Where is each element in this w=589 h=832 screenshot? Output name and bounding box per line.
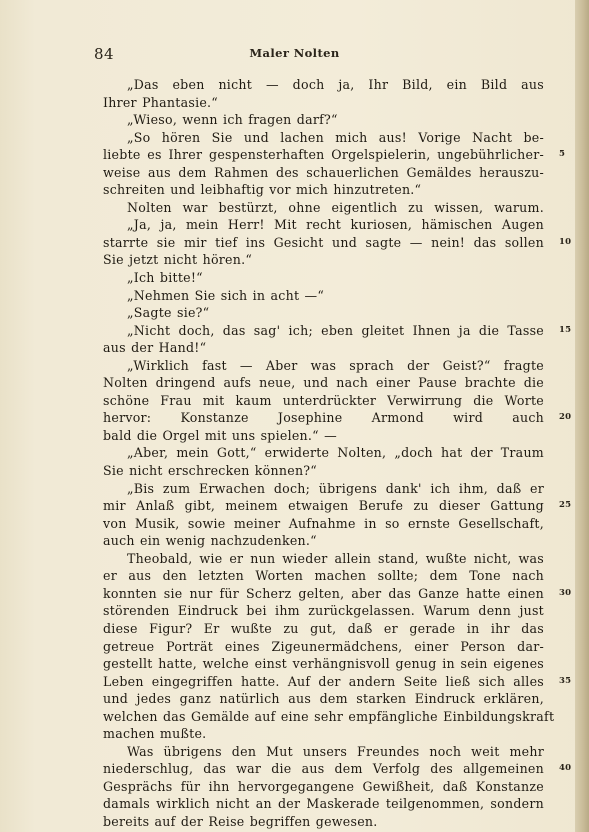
text-line <box>103 690 544 708</box>
text-line-content: Sie jetzt nicht hören.“ <box>103 252 253 268</box>
text-line <box>103 743 544 761</box>
line-number: 30 <box>559 587 572 598</box>
text-line <box>103 638 544 656</box>
text-line-content: Ihrer Phantasie.“ <box>103 94 218 110</box>
text-line <box>103 199 544 217</box>
text-line <box>103 760 572 778</box>
text-line <box>103 444 544 462</box>
line-number: 25 <box>559 500 572 511</box>
running-head: Maler Nolten <box>249 46 340 60</box>
text-line-content: „Wirklich fast — Aber was sprach der Geist?“ fragte <box>127 357 544 373</box>
text-line <box>103 480 544 498</box>
text-line <box>103 76 544 94</box>
text-line-content: „Ja, ja, mein Herr! Mit recht kuriosen, hämischen Augen <box>127 217 544 233</box>
text-line <box>103 602 544 620</box>
text-line <box>103 620 544 638</box>
text-line-content: welchen das Gemälde auf eine sehr empfängliche Einbildungskraft <box>103 708 555 724</box>
text-line-content: „Bis zum Erwachen doch; übrigens dank' ich ihm, daß er <box>127 480 544 496</box>
text-line <box>103 655 544 673</box>
text-line <box>103 550 544 568</box>
text-line <box>103 251 544 269</box>
page-gutter-shadow <box>575 0 589 832</box>
page-header <box>0 45 589 65</box>
text-line-content: bald die Orgel mit uns spielen.“ — <box>103 427 337 443</box>
text-line-content: machen mußte. <box>103 726 207 742</box>
text-line-content: aus der Hand!“ <box>103 340 207 356</box>
text-line <box>103 585 572 603</box>
text-line-content: mir Anlaß gibt, meinem etwaigen Berufe zu dieser Gattung <box>103 498 544 514</box>
text-line-content: „Sagte sie?“ <box>127 305 210 321</box>
text-line-content: weise aus dem Rahmen des schauerlichen Gemäldes herauszu- <box>103 164 544 180</box>
text-line <box>103 462 544 480</box>
text-line <box>103 409 572 427</box>
text-line-content: „Nehmen Sie sich in acht —“ <box>127 287 325 303</box>
text-line-content: „Das eben nicht — doch ja, Ihr Bild, ein Bild aus <box>127 77 544 92</box>
text-line-content: Theobald, wie er nun wieder allein stand, wußte nicht, was <box>127 550 544 566</box>
text-line-content: Was übrigens den Mut unsers Freundes noch weit mehr <box>127 743 544 759</box>
text-line <box>103 146 566 164</box>
text-line <box>103 515 544 533</box>
line-number: 40 <box>559 763 572 774</box>
text-line-content: Leben eingegriffen hatte. Auf der andern Seite ließ sich alles <box>103 673 544 689</box>
text-line <box>103 532 544 550</box>
text-line-content: schöne Frau mit kaum unterdrückter Verwirrung die Worte <box>103 392 544 408</box>
line-number: 20 <box>559 412 572 423</box>
text-line <box>103 304 544 322</box>
text-line-content: hervor: Konstanze Josephine Armond wird auch <box>103 410 544 426</box>
text-line-content: störenden Eindruck bei ihm zurückgelassen. Warum denn just <box>103 603 544 619</box>
text-line <box>103 287 544 305</box>
body-text <box>103 76 572 831</box>
text-line <box>103 129 544 147</box>
line-number: 15 <box>559 324 572 335</box>
text-line-content: er aus den letzten Worten machen sollte; dem Tone nach <box>103 568 544 584</box>
line-number: 35 <box>559 675 572 686</box>
text-line <box>103 708 555 726</box>
text-line-content: auch ein wenig nachzudenken.“ <box>103 533 317 549</box>
text-line <box>103 357 544 375</box>
line-number: 5 <box>559 149 566 160</box>
text-line <box>103 181 544 199</box>
text-line-content: getreue Porträt eines Zigeunermädchens, einer Person dar- <box>103 638 544 654</box>
text-line-content: Sie nicht erschrecken können?“ <box>103 463 317 479</box>
text-line <box>103 725 544 743</box>
text-line-content: konnten sie nur für Scherz gelten, aber das Ganze hatte einen <box>103 585 544 601</box>
text-line-content: bereits auf der Reise begriffen gewesen. <box>103 813 378 829</box>
text-line <box>103 339 544 357</box>
text-line <box>103 497 572 515</box>
text-line-content: diese Figur? Er wußte zu gut, daß er gerade in ihr das <box>103 620 544 636</box>
text-line <box>103 94 544 112</box>
line-number: 10 <box>559 236 572 247</box>
text-line-content: Nolten dringend aufs neue, und nach einer Pause brachte die <box>103 375 544 391</box>
text-line-content: liebte es Ihrer gespensterhaften Orgelspielerin, ungebührlicher- <box>103 147 544 163</box>
text-line-content: gestellt hatte, welche einst verhängnisvoll genug in sein eigenes <box>103 656 544 672</box>
page-number: 84 <box>94 45 115 63</box>
text-line <box>103 673 572 691</box>
text-line-content: „Aber, mein Gott,“ erwiderte Nolten, „doch hat der Traum <box>127 445 544 461</box>
text-line <box>103 567 544 585</box>
text-line <box>103 392 544 410</box>
text-line-content: „Wieso, wenn ich fragen darf?“ <box>127 112 338 128</box>
text-line <box>103 374 544 392</box>
text-line <box>103 322 572 340</box>
text-line <box>103 111 544 129</box>
text-line-content: und jedes ganz natürlich aus dem starken Eindruck erklären, <box>103 691 544 707</box>
text-line-content: „So hören Sie und lachen mich aus! Vorige Nacht be- <box>127 129 544 145</box>
text-line <box>103 216 544 234</box>
text-line-content: starrte sie mir tief ins Gesicht und sagte — nein! das sollen <box>103 234 544 250</box>
text-line <box>103 813 544 831</box>
text-line <box>103 164 544 182</box>
text-line-content: von Musik, sowie meiner Aufnahme in so ernste Gesellschaft, <box>103 515 544 531</box>
text-line <box>103 234 572 252</box>
text-line-content: „Ich bitte!“ <box>127 270 203 286</box>
text-line-content: „Nicht doch, das sag' ich; eben gleitet Ihnen ja die Tasse <box>127 322 544 338</box>
text-line <box>103 269 544 287</box>
text-line <box>103 795 544 813</box>
text-line-content: damals wirklich nicht an der Maskerade teilgenommen, sondern <box>103 796 544 812</box>
text-line-content: Gesprächs für ihn hervorgegangene Gewißheit, daß Konstanze <box>103 778 544 794</box>
text-line <box>103 778 544 796</box>
text-line-content: niederschlug, das war die aus dem Verfolg des allgemeinen <box>103 761 544 777</box>
text-line-content: Nolten war bestürzt, ohne eigentlich zu wissen, warum. <box>127 199 544 215</box>
text-line <box>103 427 544 445</box>
text-line-content: schreiten und leibhaftig vor mich hinzutreten.“ <box>103 182 422 198</box>
